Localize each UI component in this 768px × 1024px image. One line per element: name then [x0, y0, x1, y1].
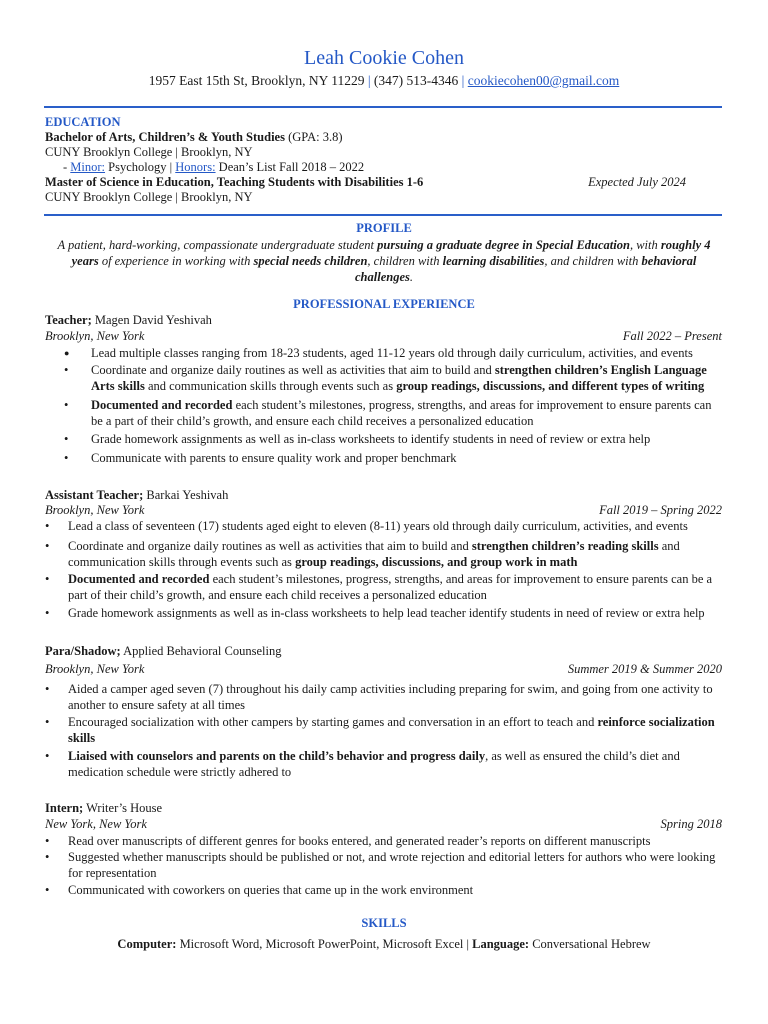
job-dates: Summer 2019 & Summer 2020 — [567, 662, 722, 676]
job-location: Brooklyn, New York — [45, 503, 145, 517]
profile-emphasis: learning disabilities — [442, 254, 545, 268]
profile-emphasis: pursuing a graduate degree in Special Education — [377, 238, 630, 252]
profile-text: , with — [629, 238, 661, 252]
separator: | — [169, 160, 173, 174]
bullet-text: Communicate with parents to ensure quality work and proper benchmark — [91, 451, 457, 465]
employer: Magen David Yeshivah — [94, 313, 212, 327]
profile-text: of experience in working with — [98, 254, 254, 268]
employer: Applied Behavioral Counseling — [123, 644, 282, 658]
job-title-line — [45, 313, 212, 328]
job-title-line — [45, 801, 162, 816]
bullet-text: Lead multiple classes ranging from 18-23 students, aged 11-12 years old through daily curriculum, activities, and events — [91, 346, 693, 360]
school-1: CUNY Brooklyn College | Brooklyn, NY — [45, 145, 253, 159]
bullet-text: for representation — [68, 866, 157, 880]
contact-line — [0, 72, 768, 89]
bullet-text: Suggested whether manuscripts should be published or not, and wrote rejection and editorial letters for authors who were looking — [68, 850, 716, 864]
skills-heading: SKILLS — [361, 916, 407, 930]
bullet-icon: • — [64, 432, 69, 446]
bullet-text: and communication skills through events such as — [144, 379, 397, 393]
minor-honors-line: - Minor: Psychology | Honors: Dean’s List Fall 2018 – 2022 — [63, 160, 365, 174]
bullet-text: each student’s milestones, progress, strengths, and areas for improvement to ensure parents can — [232, 398, 712, 412]
job-title-line — [45, 644, 281, 659]
address: 1957 East 15th St, Brooklyn, NY 11229 — [148, 73, 365, 88]
job-title: Intern; — [45, 801, 84, 815]
job-title: Teacher; — [45, 313, 92, 327]
profile-text: A patient, hard-working, compassionate undergraduate student — [57, 238, 378, 252]
skill-label: Language: — [472, 937, 530, 951]
skills-line — [0, 937, 768, 952]
section-divider — [44, 106, 722, 108]
bullet-text: and — [658, 539, 680, 553]
bullet-text: Grade homework assignments as well as in-class worksheets to help lead teacher identify students in need of review or extra help — [68, 606, 705, 620]
separator: | — [466, 937, 469, 951]
skill-value: Conversational Hebrew — [532, 937, 651, 951]
degree-bachelor — [45, 130, 343, 145]
job-location: New York, New York — [45, 817, 147, 831]
bullet-icon: ● — [64, 348, 70, 358]
bullet-text: another to ensure safety at all times — [68, 698, 246, 712]
bullet-text: Lead a class of seventeen (17) students aged eight to eleven (8-11) years old through daily curriculum, activities, and events — [68, 519, 688, 533]
bullet-text: Grade homework assignments as well as in-class worksheets to identify students in need of review or extra help — [91, 432, 651, 446]
bullet-text: each student’s milestones, progress, strengths, and areas for improvement to ensure parents can be a — [209, 572, 713, 586]
bullet-text: Aided a camper aged seven (7) throughout his daily camp activities including preparing for swim, and going from one activity to — [68, 682, 713, 696]
bullet-text: medication schedule were strictly adhered to — [68, 765, 292, 779]
bullet-emphasis: reinforce socialization — [597, 715, 715, 729]
job-title-line — [45, 488, 228, 503]
profile-heading: PROFILE — [356, 221, 412, 235]
bullet-text: Read over manuscripts of different genres for books entered, and generated reader’s reports on different manuscripts — [68, 834, 651, 848]
bullet-icon: • — [64, 451, 69, 465]
bullet-text: be a part of their child’s growth, and ensure each child receives a personalized education — [91, 414, 534, 428]
bullet-icon: • — [45, 749, 50, 763]
bullet-emphasis: group readings, discussions, and group work in math — [295, 555, 578, 569]
skill-label: Computer: — [117, 937, 177, 951]
job-location: Brooklyn, New York — [45, 662, 145, 676]
education-heading: EDUCATION — [45, 115, 121, 129]
profile-text: , and children with — [544, 254, 642, 268]
profile-text: . — [409, 270, 413, 284]
email-link[interactable]: cookiecohen00@gmail.com — [467, 73, 620, 88]
degree-master: Master of Science in Education, Teaching Students with Disabilities 1-6 — [45, 175, 424, 189]
experience-heading: PROFESSIONAL EXPERIENCE — [293, 297, 475, 311]
bullet-icon: • — [45, 715, 50, 729]
job-title: Para/Shadow; — [45, 644, 121, 658]
bullet-text: Coordinate and organize daily routines as well as activities that aim to build and — [68, 539, 472, 553]
bullet-icon: • — [45, 883, 50, 897]
honors-label: Honors: — [175, 160, 216, 174]
bullet-emphasis: strengthen children’s English Language — [494, 363, 707, 377]
employer: Writer’s House — [86, 801, 163, 815]
bullet-icon: • — [45, 834, 50, 848]
bullet-emphasis: Arts skills — [91, 379, 145, 393]
bullet-emphasis: Documented and recorded — [91, 398, 233, 412]
bullet-text: Communicated with coworkers on queries that came up in the work environment — [68, 883, 474, 897]
separator: | — [367, 73, 371, 88]
bullet-icon: • — [45, 519, 50, 533]
bullet-icon: • — [45, 572, 50, 586]
bullet-text: part of their child’s growth, and ensure each child receives a personalized education — [68, 588, 487, 602]
bullet-text: Encouraged socialization with other campers by starting games and conversation in an effort to teach and — [68, 715, 598, 729]
bullet-emphasis: strengthen children’s reading skills — [471, 539, 659, 553]
employer: Barkai Yeshivah — [146, 488, 229, 502]
profile-emphasis: behavioral challenges — [355, 254, 697, 284]
bullet-icon: • — [64, 398, 69, 412]
bullet-icon: • — [45, 539, 50, 553]
profile-text: , children with — [367, 254, 443, 268]
minor-value: Psychology — [108, 160, 167, 174]
gpa: (GPA: 3.8) — [288, 130, 343, 144]
degree-master-date: Expected July 2024 — [588, 175, 686, 189]
job-dates: Fall 2022 – Present — [622, 329, 722, 343]
profile-emphasis: special needs children — [253, 254, 368, 268]
job-title: Assistant Teacher; — [45, 488, 144, 502]
bullet-emphasis: skills — [68, 731, 96, 745]
bullet-icon: • — [45, 850, 50, 864]
school-2: CUNY Brooklyn College | Brooklyn, NY — [45, 190, 253, 204]
separator: | — [461, 73, 465, 88]
bullet-text: , as well as ensured the child’s diet and — [485, 749, 680, 763]
bullet-emphasis: Documented and recorded — [68, 572, 210, 586]
honors-value: Dean’s List Fall 2018 – 2022 — [218, 160, 365, 174]
profile-summary — [55, 237, 713, 285]
bullet-emphasis: group readings, discussions, and different types of writing — [396, 379, 705, 393]
phone: (347) 513-4346 — [373, 73, 459, 88]
bullet-icon: • — [64, 363, 69, 377]
job-location: Brooklyn, New York — [45, 329, 145, 343]
job-dates: Fall 2019 – Spring 2022 — [599, 503, 722, 517]
profile-emphasis: roughly 4 years — [71, 238, 711, 268]
bullet-text: Coordinate and organize daily routines as well as activities that aim to build and — [91, 363, 495, 377]
bullet-icon: • — [45, 682, 50, 696]
bullet-text: communication skills through events such as — [68, 555, 296, 569]
bullet-emphasis: Liaised with counselors and parents on the child’s behavior and progress daily — [68, 749, 486, 763]
skill-value: Microsoft Word, Microsoft PowerPoint, Microsoft Excel — [179, 937, 464, 951]
candidate-name: Leah Cookie Cohen — [304, 47, 464, 69]
minor-label: Minor: — [70, 160, 106, 174]
bullet-icon: • — [45, 606, 50, 620]
job-dates: Spring 2018 — [660, 817, 722, 831]
degree-title: Bachelor of Arts, Children’s & Youth Studies — [45, 130, 285, 144]
section-divider — [44, 214, 722, 216]
